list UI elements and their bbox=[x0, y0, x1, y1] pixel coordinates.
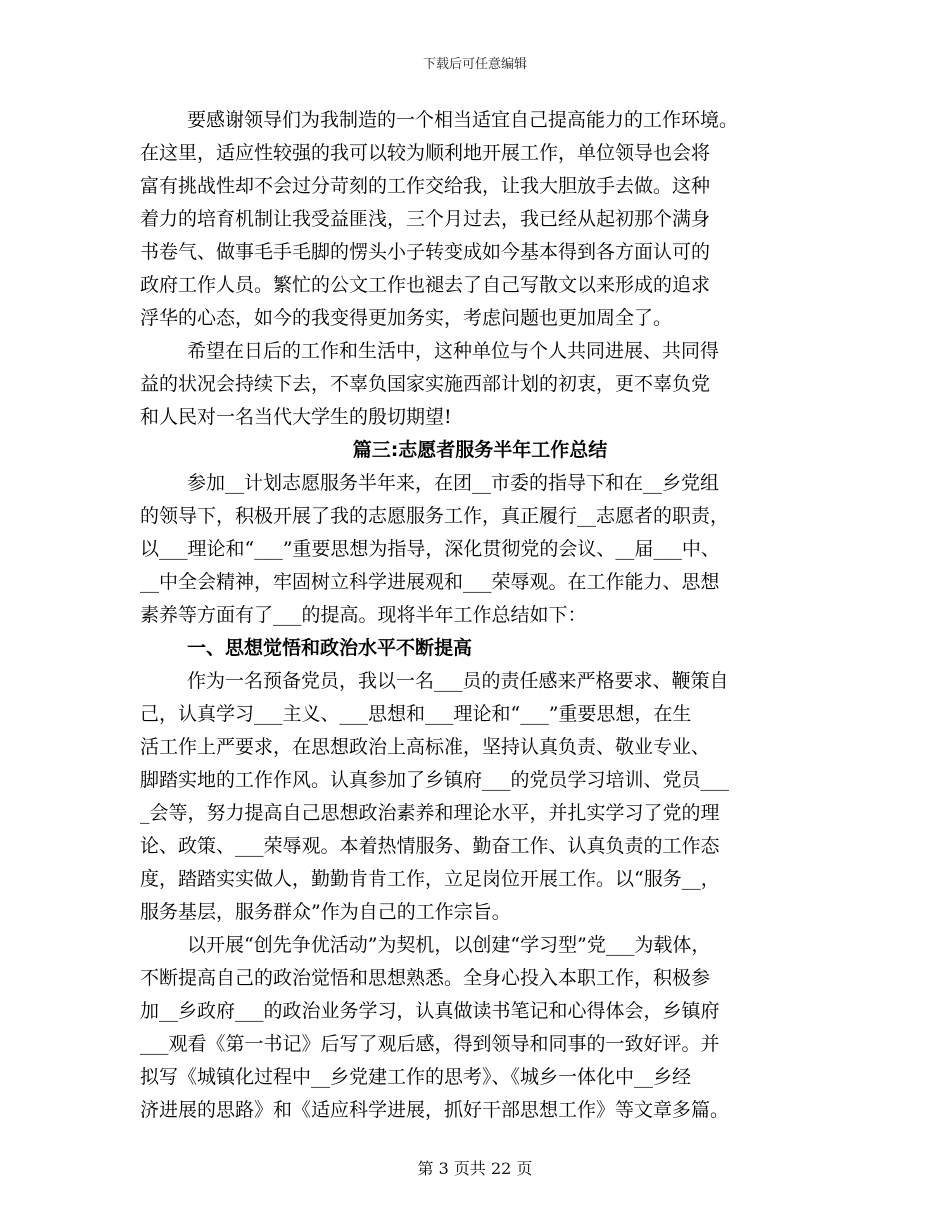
paragraph-first-line: 希望在日后的工作和生活中，这种单位与个人共同进展、共同得 bbox=[187, 340, 720, 362]
body-text-line: 以___理论和“___”重要思想为指导，深化贯彻党的会议、__届___中、 bbox=[140, 538, 720, 560]
body-text-line: 加__乡政府___的政治业务学习，认真做读书笔记和心得体会，乡镇府 bbox=[140, 1000, 720, 1022]
body-text-line: 拟写《城镇化过程中__乡党建工作的思考》、《城乡一体化中__乡经 bbox=[140, 1066, 692, 1088]
subsection-heading: 一、思想觉悟和政治水平不断提高 bbox=[187, 637, 473, 659]
body-text-line: 书卷气、做事毛手毛脚的愣头小子转变成如今基本得到各方面认可的 bbox=[140, 241, 711, 263]
body-text-line: 富有挑战性却不会过分苛刻的工作交给我，让我大胆放手去做。这种 bbox=[140, 175, 711, 197]
paragraph-first-line: 参加__计划志愿服务半年来，在团__市委的指导下和在__乡党组 bbox=[187, 472, 720, 494]
body-text-line: 济进展的思路》和《适应科学进展，抓好干部思想工作》等文章多篇。 bbox=[140, 1099, 730, 1121]
body-text-line: 服务基层，服务群众”作为自己的工作宗旨。 bbox=[140, 901, 511, 923]
body-text-line: 浮华的心态，如今的我变得更加务实，考虑问题也更加周全了。 bbox=[140, 307, 673, 329]
body-text-line: 论、政策、___荣辱观。本着热情服务、勤奋工作、认真负责的工作态 bbox=[140, 835, 720, 857]
body-text-line: 己，认真学习___主义、___思想和___理论和“___”重要思想，在生 bbox=[140, 703, 692, 725]
body-text-line: 不断提高自己的政治觉悟和思想熟悉。全身心投入本职工作，积极参 bbox=[140, 967, 711, 989]
document-body bbox=[140, 104, 820, 1127]
body-text-line: 脚踏实地的工作作风。认真参加了乡镇府___的党员学习培训、党员___ bbox=[140, 769, 730, 791]
body-text-line: 政府工作人员。繁忙的公文工作也褪去了自己写散文以来形成的追求 bbox=[140, 274, 711, 296]
page-header: 下载后可任意编辑 bbox=[422, 57, 527, 72]
body-text-line: 活工作上严要求，在思想政治上高标准，坚持认真负责、敬业专业、 bbox=[140, 736, 711, 758]
section-title: 篇三:志愿者服务半年工作总结 bbox=[352, 439, 608, 461]
body-text-line: 度，踏踏实实做人，勤勤肯肯工作，立足岗位开展工作。以“服务__， bbox=[140, 868, 720, 890]
body-text-line: 的领导下，积极开展了我的志愿服务工作，真正履行__志愿者的职责， bbox=[140, 505, 730, 527]
body-text-line: _会等，努力提高自己思想政治素养和理论水平，并扎实学习了党的理 bbox=[140, 802, 720, 824]
page-footer: 第 3 页共 22 页 bbox=[417, 1159, 533, 1178]
body-text-line: 和人民对一名当代大学生的殷切期望! bbox=[140, 406, 452, 428]
body-text-line: 着力的培育机制让我受益匪浅，三个月过去，我已经从起初那个满身 bbox=[140, 208, 711, 230]
paragraph-first-line: 作为一名预备党员，我以一名___员的责任感来严格要求、鞭策自 bbox=[187, 670, 729, 692]
body-text-line: 益的状况会持续下去，不辜负国家实施西部计划的初衷，更不辜负党 bbox=[140, 373, 711, 395]
body-text-line: 素养等方面有了___的提高。现将半年工作总结如下： bbox=[140, 604, 587, 626]
paragraph-first-line: 要感谢领导们为我制造的一个相当适宜自己提高能力的工作环境。 bbox=[187, 109, 739, 131]
body-text-line: ___观看《第一书记》后写了观后感，得到领导和同事的一致好评。并 bbox=[140, 1033, 720, 1055]
body-text-line: 在这里，适应性较强的我可以较为顺利地开展工作，单位领导也会将 bbox=[140, 142, 711, 164]
paragraph-first-line: 以开展“创先争优活动”为契机，以创建“学习型”党___为载体， bbox=[187, 934, 711, 956]
body-text-line: __中全会精神，牢固树立科学进展观和___荣辱观。在工作能力、思想 bbox=[140, 571, 720, 593]
